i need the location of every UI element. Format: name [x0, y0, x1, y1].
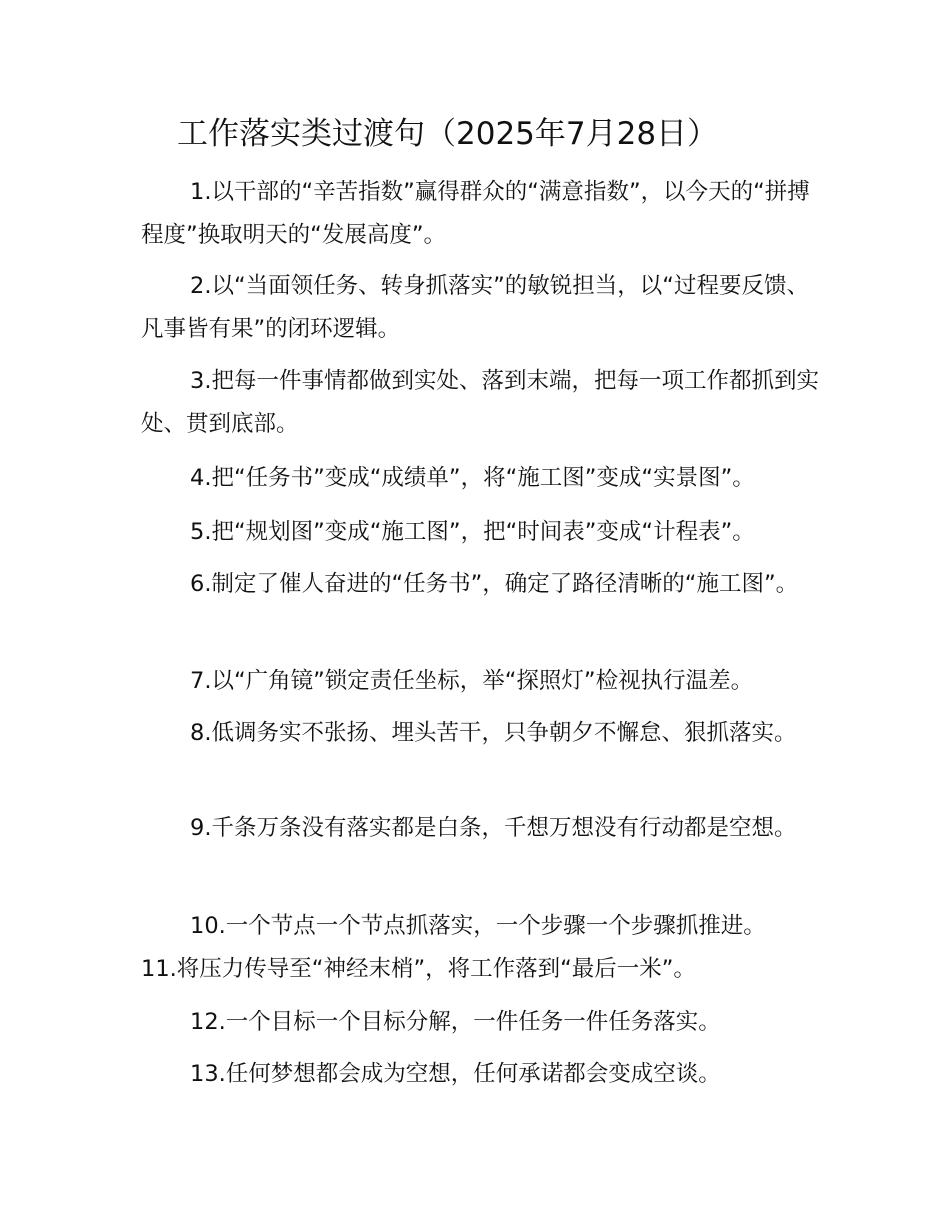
paragraph-7: 7.以“广角镜”锁定责任坐标，举“探照灯”检视执行温差。: [190, 668, 754, 694]
paragraph-10: 10.一个节点一个节点抓落实，一个步骤一个步骤抓推进。: [190, 913, 766, 939]
paragraph-13: 13.任何梦想都会成为空想，任何承诺都会变成空谈。: [190, 1061, 721, 1087]
paragraph-4: 4.把“任务书”变成“成绩单”，将“施工图”变成“实景图”。: [190, 465, 755, 491]
paragraph-8: 8.低调务实不张扬、埋头苦干，只争朝夕不懈怠、狠抓落实。: [190, 720, 797, 746]
document-title: 工作落实类过渡句（2025年7月28日）: [177, 116, 719, 152]
paragraph-3: 3.把每一件事情都做到实处、落到末端，把每一项工作都抓到实处、贯到底部。: [141, 368, 819, 437]
paragraph-9: 9.千条万条没有落实都是白条，千想万想没有行动都是空想。: [190, 815, 797, 841]
paragraph-2: 2.以“当面领任务、转身抓落实”的敏锐担当，以“过程要反馈、凡事皆有果”的闭环逻辑。: [141, 273, 809, 342]
paragraph-6: 6.制定了催人奋进的“任务书”，确定了路径清晰的“施工图”。: [190, 571, 799, 597]
paragraph-5: 5.把“规划图”变成“施工图”，把“时间表”变成“计程表”。: [190, 519, 755, 545]
paragraph-11: 11.将压力传导至“神经末梢”，将工作落到“最后一米”。: [141, 956, 696, 982]
paragraph-12: 12.一个目标一个目标分解，一件任务一件任务落实。: [190, 1009, 721, 1035]
paragraph-1: 1.以干部的“辛苦指数”赢得群众的“满意指数”，以今天的“拼搏程度”换取明天的“发展高度”。: [141, 179, 810, 248]
